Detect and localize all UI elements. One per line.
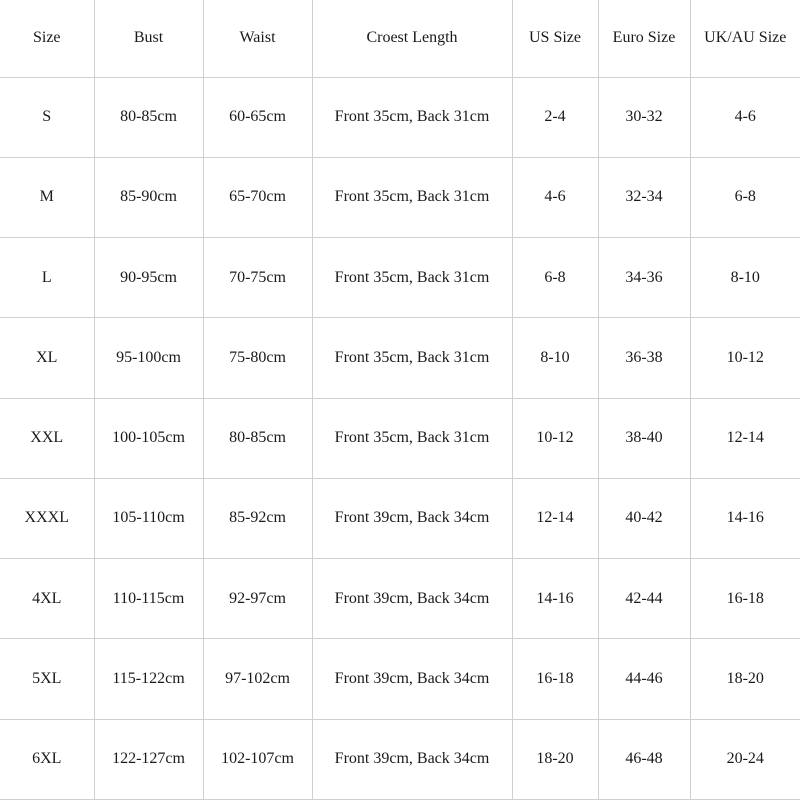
cell-euro-size: 46-48 bbox=[598, 719, 690, 799]
table-row bbox=[0, 719, 800, 799]
cell-us-size: 8-10 bbox=[512, 318, 598, 398]
cell-euro-size: 34-36 bbox=[598, 238, 690, 318]
cell-us-size: 18-20 bbox=[512, 719, 598, 799]
cell-length: Front 35cm, Back 31cm bbox=[312, 157, 512, 237]
cell-waist: 80-85cm bbox=[203, 398, 312, 478]
cell-uk-au-size: 6-8 bbox=[690, 157, 800, 237]
cell-us-size: 2-4 bbox=[512, 77, 598, 157]
cell-bust: 100-105cm bbox=[94, 398, 203, 478]
cell-us-size: 4-6 bbox=[512, 157, 598, 237]
table-row bbox=[0, 238, 800, 318]
table-row bbox=[0, 478, 800, 558]
cell-waist: 92-97cm bbox=[203, 559, 312, 639]
header-row bbox=[0, 0, 800, 77]
cell-bust: 95-100cm bbox=[94, 318, 203, 398]
cell-size: L bbox=[0, 238, 94, 318]
cell-bust: 115-122cm bbox=[94, 639, 203, 719]
cell-waist: 60-65cm bbox=[203, 77, 312, 157]
cell-size: XXXL bbox=[0, 478, 94, 558]
cell-us-size: 16-18 bbox=[512, 639, 598, 719]
cell-size: S bbox=[0, 77, 94, 157]
cell-waist: 85-92cm bbox=[203, 478, 312, 558]
cell-waist: 75-80cm bbox=[203, 318, 312, 398]
table-row bbox=[0, 157, 800, 237]
cell-length: Front 35cm, Back 31cm bbox=[312, 398, 512, 478]
cell-length: Front 39cm, Back 34cm bbox=[312, 639, 512, 719]
cell-uk-au-size: 16-18 bbox=[690, 559, 800, 639]
table-row bbox=[0, 559, 800, 639]
table-row bbox=[0, 639, 800, 719]
cell-euro-size: 40-42 bbox=[598, 478, 690, 558]
cell-waist: 102-107cm bbox=[203, 719, 312, 799]
cell-us-size: 14-16 bbox=[512, 559, 598, 639]
cell-size: 5XL bbox=[0, 639, 94, 719]
cell-bust: 90-95cm bbox=[94, 238, 203, 318]
cell-uk-au-size: 20-24 bbox=[690, 719, 800, 799]
header-waist: Waist bbox=[203, 0, 312, 77]
cell-euro-size: 44-46 bbox=[598, 639, 690, 719]
cell-waist: 70-75cm bbox=[203, 238, 312, 318]
cell-size: XXL bbox=[0, 398, 94, 478]
cell-bust: 105-110cm bbox=[94, 478, 203, 558]
cell-bust: 85-90cm bbox=[94, 157, 203, 237]
header-size: Size bbox=[0, 0, 94, 77]
cell-euro-size: 32-34 bbox=[598, 157, 690, 237]
cell-length: Front 39cm, Back 34cm bbox=[312, 559, 512, 639]
cell-euro-size: 30-32 bbox=[598, 77, 690, 157]
cell-us-size: 10-12 bbox=[512, 398, 598, 478]
cell-euro-size: 42-44 bbox=[598, 559, 690, 639]
cell-us-size: 6-8 bbox=[512, 238, 598, 318]
cell-uk-au-size: 14-16 bbox=[690, 478, 800, 558]
cell-size: 4XL bbox=[0, 559, 94, 639]
cell-uk-au-size: 4-6 bbox=[690, 77, 800, 157]
cell-bust: 110-115cm bbox=[94, 559, 203, 639]
header-euro-size: Euro Size bbox=[598, 0, 690, 77]
cell-size: M bbox=[0, 157, 94, 237]
cell-bust: 80-85cm bbox=[94, 77, 203, 157]
header-length: Croest Length bbox=[312, 0, 512, 77]
header-uk-au-size: UK/AU Size bbox=[690, 0, 800, 77]
table-row bbox=[0, 77, 800, 157]
cell-us-size: 12-14 bbox=[512, 478, 598, 558]
size-chart-body bbox=[0, 77, 800, 800]
cell-length: Front 35cm, Back 31cm bbox=[312, 318, 512, 398]
cell-uk-au-size: 10-12 bbox=[690, 318, 800, 398]
cell-euro-size: 38-40 bbox=[598, 398, 690, 478]
cell-size: 6XL bbox=[0, 719, 94, 799]
table-row bbox=[0, 398, 800, 478]
cell-length: Front 35cm, Back 31cm bbox=[312, 238, 512, 318]
cell-uk-au-size: 12-14 bbox=[690, 398, 800, 478]
cell-length: Front 35cm, Back 31cm bbox=[312, 77, 512, 157]
cell-euro-size: 36-38 bbox=[598, 318, 690, 398]
cell-waist: 97-102cm bbox=[203, 639, 312, 719]
header-bust: Bust bbox=[94, 0, 203, 77]
cell-waist: 65-70cm bbox=[203, 157, 312, 237]
header-us-size: US Size bbox=[512, 0, 598, 77]
cell-length: Front 39cm, Back 34cm bbox=[312, 478, 512, 558]
cell-uk-au-size: 18-20 bbox=[690, 639, 800, 719]
cell-size: XL bbox=[0, 318, 94, 398]
table-row bbox=[0, 318, 800, 398]
size-chart-header bbox=[0, 0, 800, 77]
cell-bust: 122-127cm bbox=[94, 719, 203, 799]
cell-length: Front 39cm, Back 34cm bbox=[312, 719, 512, 799]
cell-uk-au-size: 8-10 bbox=[690, 238, 800, 318]
